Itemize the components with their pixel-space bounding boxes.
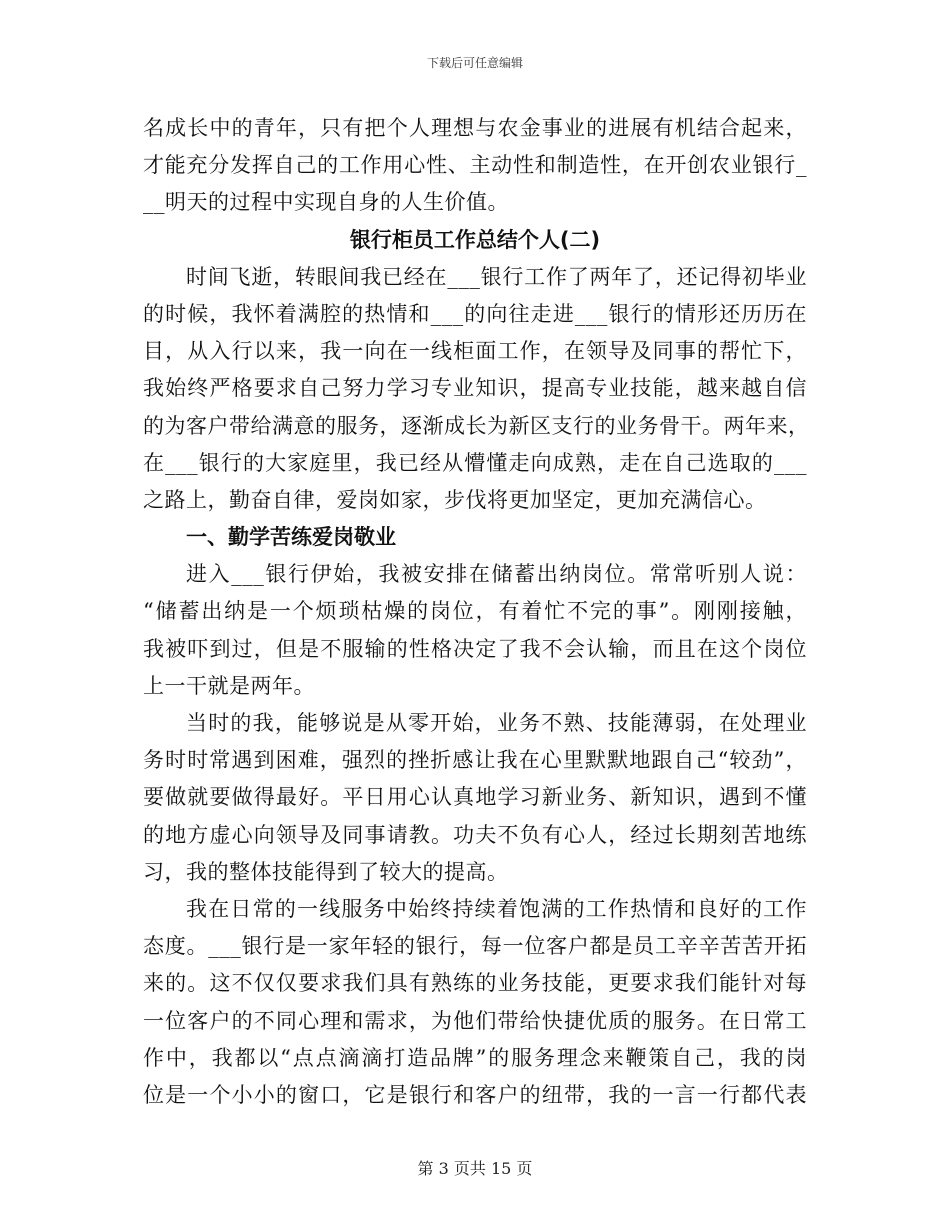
text-line: 态度。___银行是一家年轻的银行，每一位客户都是员工辛辛苦苦开拓	[143, 934, 807, 959]
text-line: 位是一个小小的窗口，它是银行和客户的纽带，我的一言一行都代表	[143, 1082, 807, 1107]
text-line: 一位客户的不同心理和需求，为他们带给快捷优质的服务。在日常工	[143, 1008, 807, 1033]
text-line: __明天的过程中实现自身的人生价值。	[143, 190, 509, 215]
text-line: 我被吓到过，但是不服输的性格决定了我不会认输，而且在这个岗位	[143, 636, 807, 661]
text-line: 目，从入行以来，我一向在一线柜面工作，在领导及同事的帮忙下，	[143, 339, 807, 364]
text-line: 作中，我都以“点点滴滴打造品牌”的服务理念来鞭策自己，我的岗	[143, 1045, 807, 1070]
text-line: 习，我的整体技能得到了较大的提高。	[143, 859, 509, 884]
text-line: 名成长中的青年，只有把个人理想与农金事业的进展有机结合起来，	[143, 116, 807, 140]
header-note: 下载后可任意编辑	[426, 56, 523, 70]
text-line: 的为客户带给满意的服务，逐渐成长为新区支行的业务骨干。两年来，	[143, 413, 810, 438]
page-footer: 第 3 页共 15 页	[417, 1159, 533, 1178]
text-line: 之路上，勤奋自律，爱岗如家，步伐将更加坚定，更加充满信心。	[143, 487, 767, 512]
text-line: 在___银行的大家庭里，我已经从懵懂走向成熟，走在自己选取的___	[143, 450, 807, 475]
text-line: 我在日常的一线服务中始终持续着饱满的工作热情和良好的工作	[186, 896, 807, 921]
text-line: 务时时常遇到困难，强烈的挫折感让我在心里默默地跟自己“较劲”，	[143, 748, 807, 773]
text-line: 才能充分发挥自己的工作用心性、主动性和制造性，在开创农业银行_	[143, 153, 807, 178]
text-line: “储蓄出纳是一个烦琐枯燥的岗位，有着忙不完的事”。刚刚接触，	[143, 599, 807, 624]
text-line: 的时候，我怀着满腔的热情和___的向往走进___银行的情形还历历在	[143, 301, 807, 326]
text-line: 的地方虚心向领导及同事请教。功夫不负有心人，经过长期刻苦地练	[143, 822, 807, 847]
section-title: 银行柜员工作总结个人(二)	[349, 227, 601, 252]
text-line: 进入___银行伊始，我被安排在储蓄出纳岗位。常常听别人说：	[186, 562, 807, 587]
text-line: 要做就要做得最好。平日用心认真地学习新业务、新知识，遇到不懂	[143, 785, 807, 810]
subheading: 一、勤学苦练爱岗敬业	[186, 525, 396, 550]
text-line: 来的。这不仅仅要求我们具有熟练的业务技能，更要求我们能针对每	[143, 971, 807, 996]
text-line: 当时的我，能够说是从零开始，业务不熟、技能薄弱，在处理业	[186, 711, 807, 735]
document-body	[143, 110, 810, 1114]
text-line: 时间飞逝，转眼间我已经在___银行工作了两年了，还记得初毕业	[186, 264, 807, 289]
text-line: 上一干就是两年。	[143, 673, 315, 698]
text-line: 我始终严格要求自己努力学习专业知识，提高专业技能，越来越自信	[143, 376, 807, 401]
